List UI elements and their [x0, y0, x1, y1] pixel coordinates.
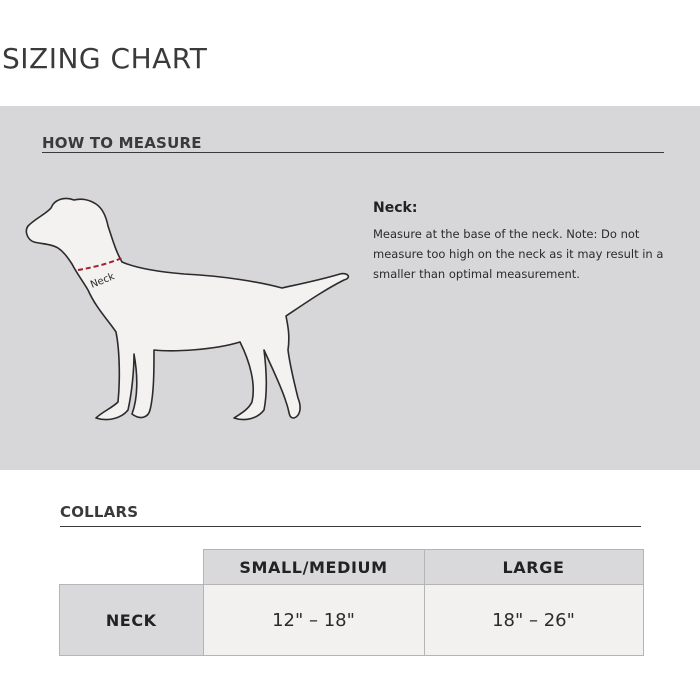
column-header-small-medium: SMALL/MEDIUM: [203, 550, 424, 585]
how-to-measure-heading: HOW TO MEASURE: [42, 134, 202, 152]
neck-instructions: [373, 200, 673, 284]
neck-diagram-label: Neck: [89, 271, 117, 291]
neck-instructions-title: Neck:: [373, 200, 418, 216]
row-header-neck: NECK: [60, 585, 204, 656]
section-divider: [42, 152, 664, 153]
neck-instructions-text: Measure at the base of the neck. Note: Do not measure too high on the neck as it may result in a smaller than optimal measurement.: [373, 227, 664, 281]
collar-size-table: [59, 549, 644, 656]
collars-divider: [60, 526, 641, 527]
table-row: [60, 585, 644, 656]
table-corner-blank: [60, 550, 204, 585]
dog-silhouette-diagram: [24, 186, 354, 426]
page-title: SIZING CHART: [2, 42, 208, 75]
neck-small-medium-value: 12" – 18": [203, 585, 424, 656]
table-header-row: [60, 550, 644, 585]
collars-heading: COLLARS: [60, 503, 139, 521]
how-to-measure-panel: [0, 106, 700, 470]
dog-outline: [26, 198, 348, 419]
column-header-large: LARGE: [424, 550, 643, 585]
neck-large-value: 18" – 26": [424, 585, 643, 656]
